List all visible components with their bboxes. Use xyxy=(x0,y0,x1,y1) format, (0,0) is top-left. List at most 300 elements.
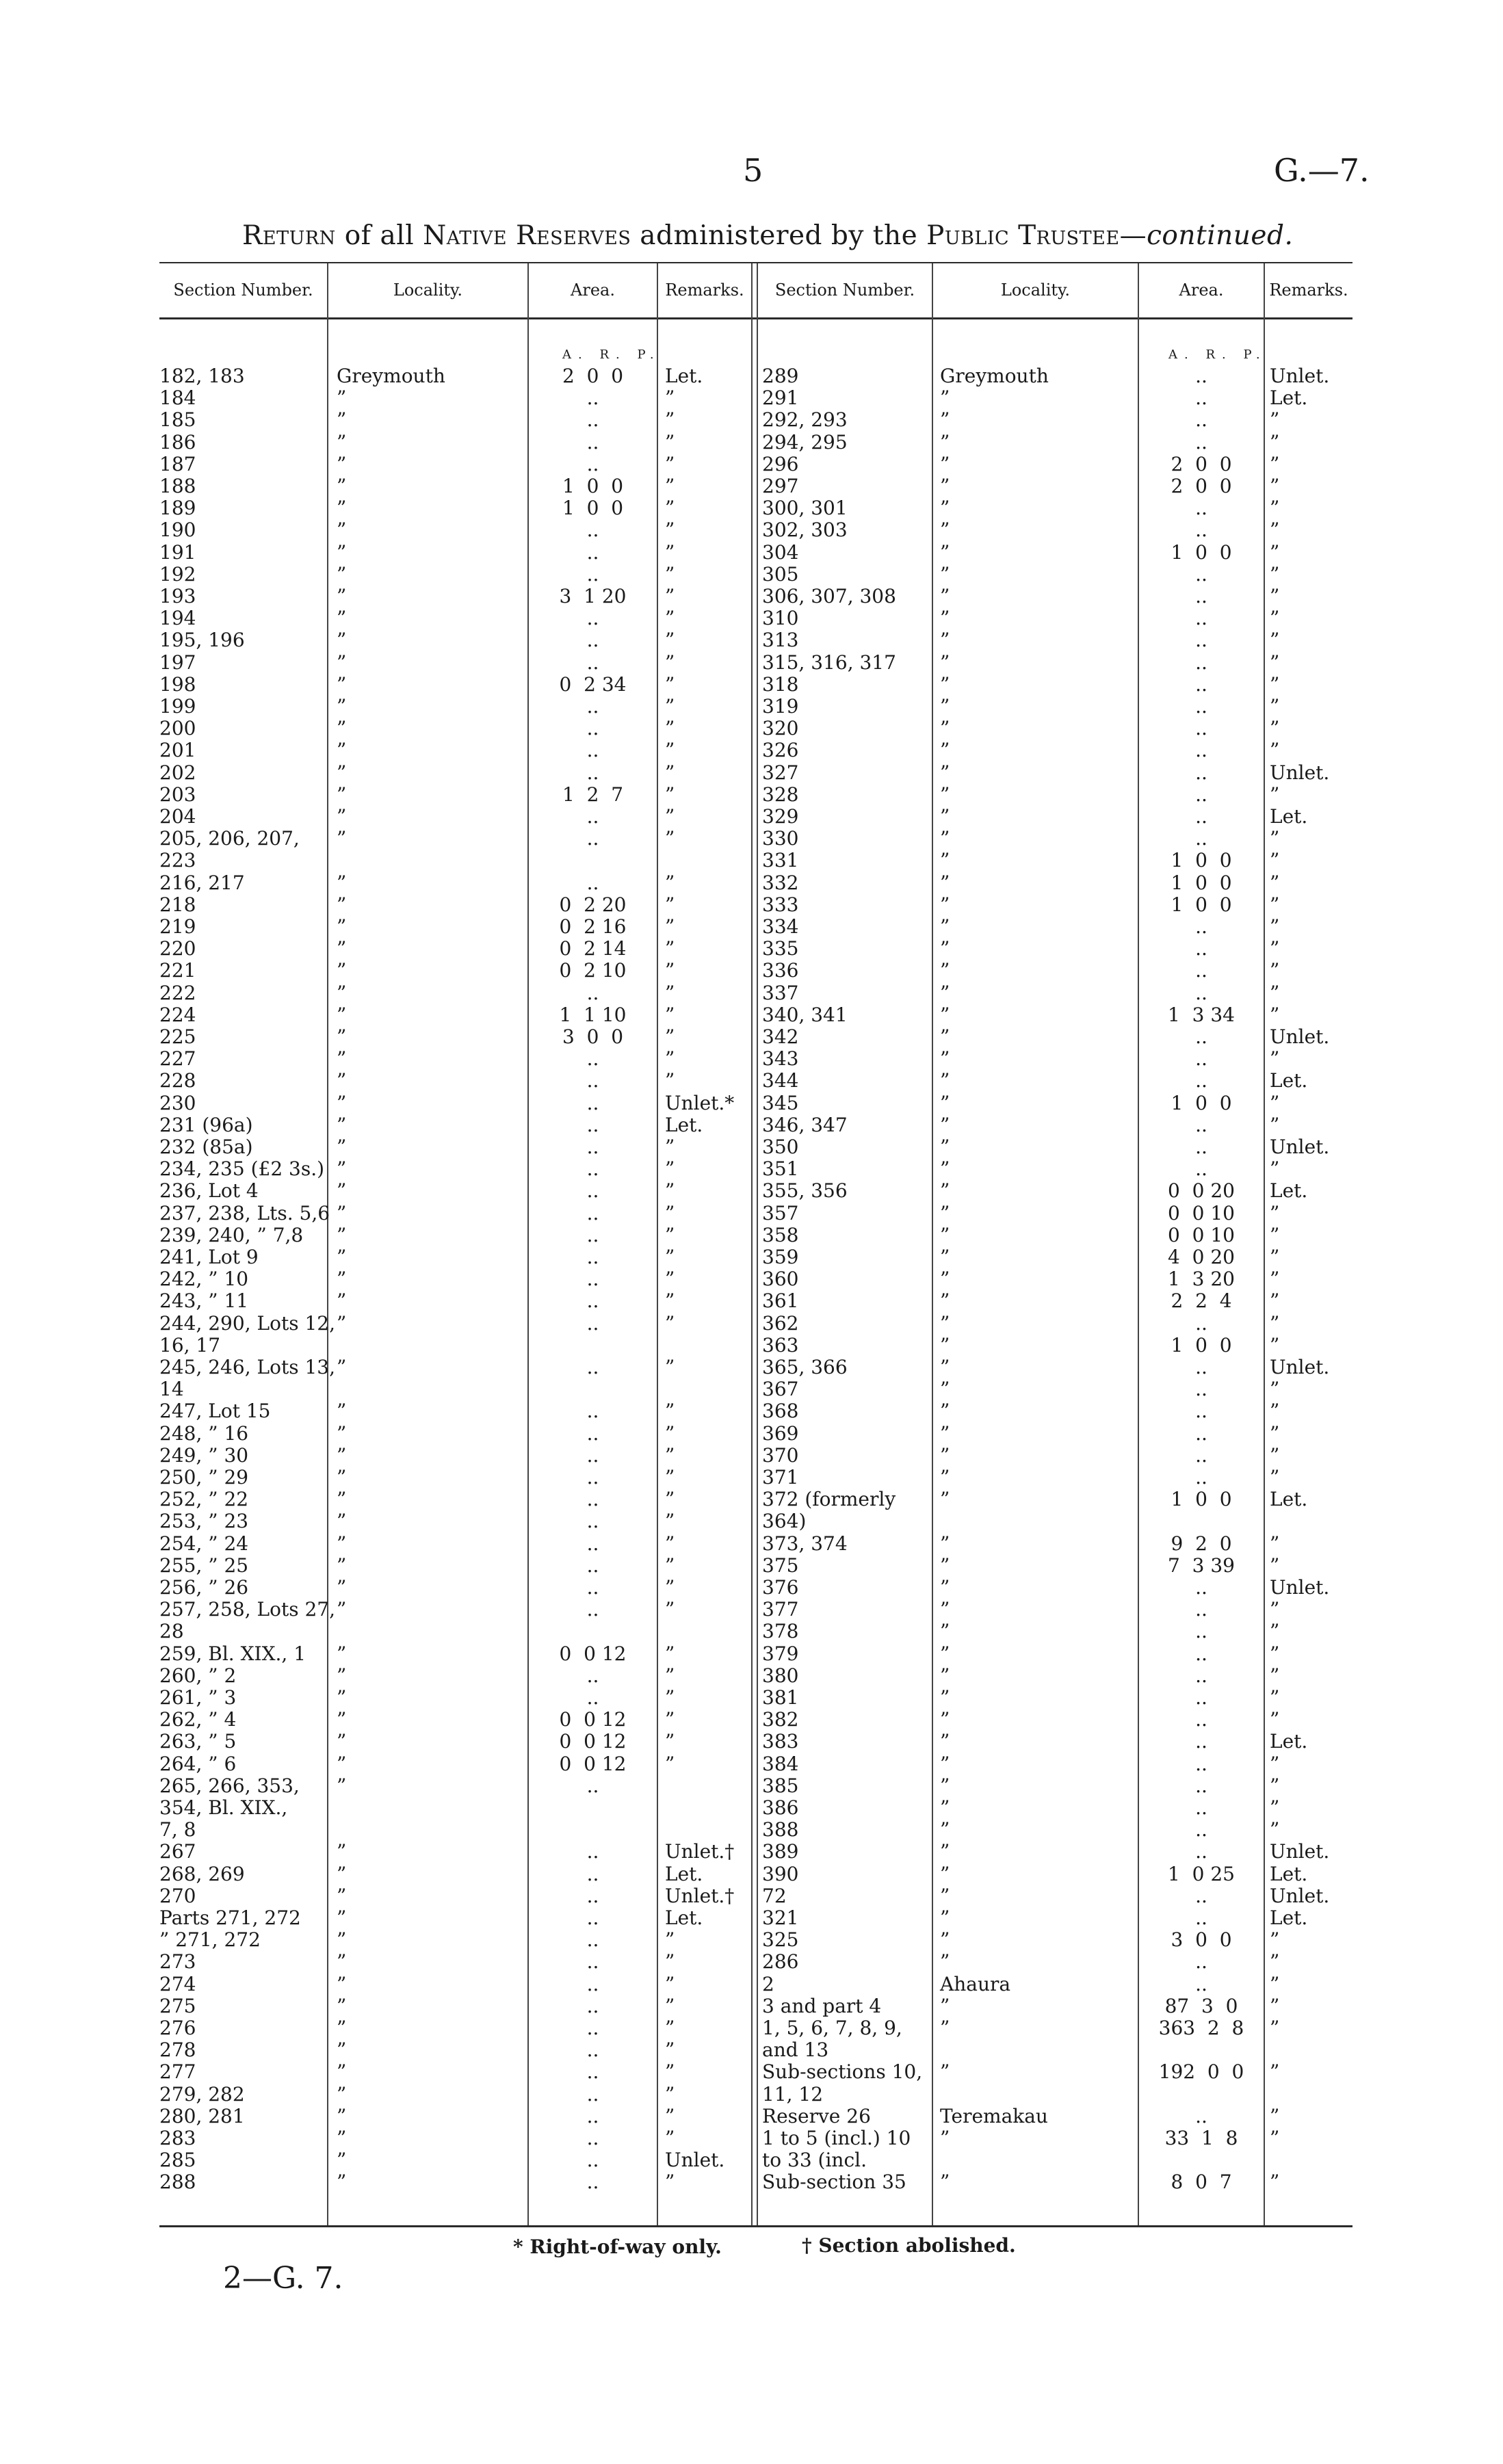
section-cell: 359 xyxy=(762,1246,799,1268)
area-cell: 0 0 12 xyxy=(559,1730,627,1753)
area-cell: .. xyxy=(1195,937,1207,960)
locality-cell: ” xyxy=(940,1179,950,1202)
section-cell: 222 xyxy=(159,982,196,1004)
section-cell: 16, 17 xyxy=(159,1334,221,1356)
remarks-cell: ” xyxy=(665,2105,675,2127)
table-row xyxy=(0,1687,1503,1709)
table-row xyxy=(0,1313,1503,1335)
area-units-left: A. R. P. xyxy=(562,348,661,362)
area-cell: .. xyxy=(1195,673,1207,696)
remarks-cell: ” xyxy=(1270,408,1280,431)
remarks-cell: ” xyxy=(665,453,675,475)
locality-cell: ” xyxy=(940,717,950,739)
section-cell: 297 xyxy=(762,475,799,497)
table-row xyxy=(0,1335,1503,1356)
locality-cell: ” xyxy=(337,1774,347,1797)
header-bottom-rule xyxy=(159,317,1352,319)
area-cell: 0 0 20 xyxy=(1168,1179,1235,1202)
table-bottom-rule xyxy=(159,2225,1352,2227)
remarks-cell: ” xyxy=(1270,1664,1280,1687)
section-cell: 237, 238, Lts. 5,6 xyxy=(159,1202,330,1224)
section-cell: 305 xyxy=(762,563,799,586)
area-cell: .. xyxy=(586,1289,599,1312)
section-cell: 289 xyxy=(762,365,799,387)
remarks-cell: ” xyxy=(1270,541,1280,564)
area-cell: .. xyxy=(586,2127,599,2149)
remarks-cell: ” xyxy=(665,1136,675,1158)
table-row xyxy=(0,1400,1503,1422)
locality-cell: ” xyxy=(337,761,347,784)
section-cell: 268, 269 xyxy=(159,1863,245,1885)
locality-cell: ” xyxy=(940,563,950,586)
section-cell: 261, ” 3 xyxy=(159,1686,237,1709)
remarks-cell: ” xyxy=(1270,2105,1280,2127)
remarks-cell: ” xyxy=(665,585,675,607)
area-cell: 2 0 0 xyxy=(1171,453,1232,475)
section-cell: 278 xyxy=(159,2039,196,2061)
table-row xyxy=(0,2106,1503,2127)
area-cell: .. xyxy=(1195,1796,1207,1819)
section-cell: 375 xyxy=(762,1554,799,1577)
remarks-cell: ” xyxy=(1270,1466,1280,1489)
table-row xyxy=(0,1863,1503,1885)
area-cell: .. xyxy=(1195,386,1207,409)
area-cell: .. xyxy=(586,2083,599,2106)
section-cell: 204 xyxy=(159,805,196,828)
locality-cell: ” xyxy=(940,1664,950,1687)
area-cell: .. xyxy=(586,2017,599,2039)
remarks-cell: ” xyxy=(1270,1422,1280,1445)
remarks-cell: ” xyxy=(665,915,675,938)
locality-cell: ” xyxy=(337,1532,347,1555)
table-row xyxy=(0,1797,1503,1819)
locality-cell: ” xyxy=(337,1510,347,1532)
locality-cell: ” xyxy=(940,585,950,607)
table-row xyxy=(0,1929,1503,1951)
section-cell: 313 xyxy=(762,629,799,651)
locality-cell: ” xyxy=(940,1422,950,1445)
remarks-cell: ” xyxy=(665,1444,675,1467)
section-cell: 346, 347 xyxy=(762,1114,848,1136)
section-cell: 296 xyxy=(762,453,799,475)
table-row xyxy=(0,894,1503,916)
area-cell: .. xyxy=(586,739,599,761)
remarks-cell: ” xyxy=(1270,1686,1280,1709)
section-cell: 14 xyxy=(159,1378,184,1400)
locality-cell: ” xyxy=(337,2017,347,2039)
remarks-cell: ” xyxy=(665,607,675,629)
remarks-cell: ” xyxy=(1270,1268,1280,1290)
table-row xyxy=(0,1356,1503,1378)
table-row xyxy=(0,1555,1503,1577)
table-row xyxy=(0,784,1503,806)
locality-cell: ” xyxy=(940,475,950,497)
locality-cell: ” xyxy=(940,629,950,651)
area-cell: 1 0 0 xyxy=(1171,893,1232,916)
area-cell: .. xyxy=(586,827,599,850)
section-cell: 292, 293 xyxy=(762,408,848,431)
remarks-cell: ” xyxy=(665,783,675,806)
locality-cell: ” xyxy=(337,1664,347,1687)
section-cell: 280, 281 xyxy=(159,2105,245,2127)
remarks-cell: ” xyxy=(1270,1753,1280,1775)
section-cell: 216, 217 xyxy=(159,871,245,894)
locality-cell: ” xyxy=(940,1224,950,1246)
area-cell: .. xyxy=(1195,408,1207,431)
area-cell: .. xyxy=(1195,1136,1207,1158)
locality-cell: ” xyxy=(337,1466,347,1489)
area-cell: 1 3 34 xyxy=(1168,1004,1235,1026)
remarks-cell: ” xyxy=(665,1753,675,1775)
remarks-cell: ” xyxy=(665,475,675,497)
area-cell: .. xyxy=(1195,1885,1207,1907)
locality-cell: ” xyxy=(940,1554,950,1577)
area-units-right: A. R. P. xyxy=(1168,348,1267,362)
area-cell: .. xyxy=(1195,1025,1207,1048)
locality-cell: ” xyxy=(337,871,347,894)
locality-cell: ” xyxy=(940,1863,950,1885)
area-cell: .. xyxy=(586,2149,599,2171)
remarks-cell: ” xyxy=(1270,497,1280,519)
header-area-left: Area. xyxy=(571,280,615,300)
area-cell: 1 2 7 xyxy=(562,783,624,806)
table-row xyxy=(0,1070,1503,1092)
locality-cell: ” xyxy=(940,1642,950,1665)
table-row xyxy=(0,2149,1503,2171)
table-row xyxy=(0,1489,1503,1510)
area-cell: 0 2 14 xyxy=(559,937,627,960)
remarks-cell: ” xyxy=(1270,1950,1280,1973)
section-cell: Parts 271, 272 xyxy=(159,1906,301,1929)
section-cell: 304 xyxy=(762,541,799,564)
area-cell: .. xyxy=(1195,1686,1207,1709)
locality-cell: ” xyxy=(337,783,347,806)
section-cell: 224 xyxy=(159,1004,196,1026)
remarks-cell: ” xyxy=(1270,453,1280,475)
section-cell: 302, 303 xyxy=(762,519,848,541)
locality-cell: ” xyxy=(337,431,347,454)
locality-cell: ” xyxy=(337,408,347,431)
area-cell: 8 0 7 xyxy=(1171,2171,1232,2193)
locality-cell: ” xyxy=(940,1818,950,1841)
remarks-cell: ” xyxy=(1270,739,1280,761)
area-cell: 1 0 25 xyxy=(1168,1863,1235,1885)
table-row xyxy=(0,1907,1503,1929)
area-cell: .. xyxy=(586,871,599,894)
locality-cell: ” xyxy=(337,915,347,938)
header-section-right: Section Number. xyxy=(774,280,915,300)
locality-cell: ” xyxy=(940,1620,950,1642)
area-cell: .. xyxy=(1195,695,1207,718)
area-cell: .. xyxy=(1195,629,1207,651)
locality-cell: ” xyxy=(337,1268,347,1290)
section-cell: 389 xyxy=(762,1840,799,1863)
locality-cell: ” xyxy=(940,1488,950,1510)
remarks-cell: ” xyxy=(665,431,675,454)
locality-cell: ” xyxy=(940,2017,950,2039)
locality-cell: ” xyxy=(940,1400,950,1422)
locality-cell: ” xyxy=(337,1114,347,1136)
section-cell: 377 xyxy=(762,1598,799,1621)
section-cell: 321 xyxy=(762,1906,799,1929)
locality-cell: ” xyxy=(337,1863,347,1885)
table-row xyxy=(0,542,1503,564)
area-cell: .. xyxy=(1195,1400,1207,1422)
section-cell: Sub-section 35 xyxy=(762,2171,906,2193)
area-cell: .. xyxy=(1195,1818,1207,1841)
remarks-cell: ” xyxy=(1270,2017,1280,2039)
section-cell: 331 xyxy=(762,849,799,871)
section-cell: 326 xyxy=(762,739,799,761)
remarks-cell: ” xyxy=(1270,1092,1280,1114)
table-row xyxy=(0,806,1503,828)
section-cell: 228 xyxy=(159,1069,196,1092)
table-row xyxy=(0,1995,1503,2017)
locality-cell: ” xyxy=(940,959,950,982)
table-row xyxy=(0,674,1503,696)
section-cell: 367 xyxy=(762,1378,799,1400)
section-cell: 319 xyxy=(762,695,799,718)
footnote-section-abolished: † Section abolished. xyxy=(802,2234,1016,2257)
section-cell: 361 xyxy=(762,1289,799,1312)
locality-cell: ” xyxy=(337,1753,347,1775)
table-row xyxy=(0,1246,1503,1268)
table-row xyxy=(0,1775,1503,1797)
locality-cell: ” xyxy=(940,541,950,564)
section-cell: 231 (96a) xyxy=(159,1114,253,1136)
locality-cell: ” xyxy=(337,475,347,497)
remarks-cell: ” xyxy=(665,1488,675,1510)
area-cell: 0 0 10 xyxy=(1168,1224,1235,1246)
section-cell: 227 xyxy=(159,1047,196,1070)
area-cell: .. xyxy=(1195,1620,1207,1642)
area-cell: .. xyxy=(1195,2105,1207,2127)
area-cell: .. xyxy=(1195,915,1207,938)
remarks-cell: Let. xyxy=(1270,1863,1308,1885)
remarks-cell: ” xyxy=(665,673,675,696)
remarks-cell: ” xyxy=(1270,1928,1280,1951)
section-cell: to 33 (incl. xyxy=(762,2149,867,2171)
section-cell: 189 xyxy=(159,497,196,519)
locality-cell: ” xyxy=(940,1268,950,1290)
remarks-cell: ” xyxy=(665,761,675,784)
locality-cell: ” xyxy=(940,982,950,1004)
locality-cell: ” xyxy=(337,1444,347,1467)
table-row xyxy=(0,1114,1503,1136)
remarks-cell: ” xyxy=(1270,563,1280,586)
area-cell: .. xyxy=(586,1488,599,1510)
section-cell: 219 xyxy=(159,915,196,938)
remarks-cell: ” xyxy=(1270,1224,1280,1246)
locality-cell: ” xyxy=(940,1730,950,1753)
locality-cell: ” xyxy=(940,497,950,519)
remarks-cell: ” xyxy=(1270,1818,1280,1841)
title-part: administered by the xyxy=(631,220,927,251)
table-row xyxy=(0,850,1503,871)
section-cell: 243, ” 11 xyxy=(159,1289,249,1312)
section-cell: 379 xyxy=(762,1642,799,1665)
area-cell: .. xyxy=(586,1863,599,1885)
area-cell: 3 0 0 xyxy=(562,1025,624,1048)
section-cell: 336 xyxy=(762,959,799,982)
table-row xyxy=(0,2017,1503,2039)
section-cell: 253, ” 23 xyxy=(159,1510,249,1532)
section-cell: 378 xyxy=(762,1620,799,1642)
locality-cell: Teremakau xyxy=(940,2105,1048,2127)
table-row xyxy=(0,1819,1503,1841)
area-cell: .. xyxy=(586,1246,599,1268)
remarks-cell: ” xyxy=(665,1686,675,1709)
area-cell: .. xyxy=(1195,1753,1207,1775)
remarks-cell: ” xyxy=(665,2083,675,2106)
remarks-cell: ” xyxy=(1270,1312,1280,1335)
remarks-cell: ” xyxy=(1270,1004,1280,1026)
section-cell: 236, Lot 4 xyxy=(159,1179,259,1202)
section-cell: 267 xyxy=(159,1840,196,1863)
table-row xyxy=(0,1599,1503,1621)
remarks-cell: ” xyxy=(1270,1642,1280,1665)
remarks-cell: ” xyxy=(1270,673,1280,696)
area-cell: 1 0 0 xyxy=(1171,849,1232,871)
remarks-cell: ” xyxy=(1270,717,1280,739)
area-cell: .. xyxy=(1195,959,1207,982)
locality-cell: ” xyxy=(940,1774,950,1797)
section-cell: 345 xyxy=(762,1092,799,1114)
remarks-cell: ” xyxy=(665,1025,675,1048)
area-cell: 87 3 0 xyxy=(1164,1995,1238,2017)
remarks-cell: Let. xyxy=(665,1863,703,1885)
remarks-cell: ” xyxy=(665,937,675,960)
remarks-cell: ” xyxy=(1270,1554,1280,1577)
area-cell: .. xyxy=(1195,431,1207,454)
remarks-cell: ” xyxy=(1270,1774,1280,1797)
table-row xyxy=(0,454,1503,475)
section-cell: 263, ” 5 xyxy=(159,1730,237,1753)
section-cell: 264, ” 6 xyxy=(159,1753,237,1775)
section-cell: 365, 366 xyxy=(762,1356,848,1378)
section-cell: 274 xyxy=(159,1973,196,1995)
area-cell: .. xyxy=(586,1356,599,1378)
table-row xyxy=(0,497,1503,519)
area-cell: .. xyxy=(586,1114,599,1136)
area-cell: .. xyxy=(586,1047,599,1070)
locality-cell: ” xyxy=(940,1466,950,1489)
area-cell: .. xyxy=(1195,519,1207,541)
locality-cell: ” xyxy=(337,2171,347,2193)
section-cell: 369 xyxy=(762,1422,799,1445)
header-locality-right: Locality. xyxy=(1000,280,1071,300)
section-cell: 371 xyxy=(762,1466,799,1489)
area-cell: .. xyxy=(586,408,599,431)
footnote-right-of-way: * Right-of-way only. xyxy=(513,2236,722,2258)
locality-cell: ” xyxy=(940,1157,950,1180)
section-cell: 203 xyxy=(159,783,196,806)
area-cell: .. xyxy=(586,1576,599,1599)
remarks-cell: ” xyxy=(1270,607,1280,629)
area-cell: .. xyxy=(1195,1642,1207,1665)
remarks-cell: Unlet. xyxy=(1270,1576,1330,1599)
remarks-cell: ” xyxy=(665,1928,675,1951)
area-cell: .. xyxy=(586,1069,599,1092)
table-row xyxy=(0,1203,1503,1224)
area-cell: .. xyxy=(586,2105,599,2127)
section-cell: 262, ” 4 xyxy=(159,1708,237,1731)
section-cell: 72 xyxy=(762,1885,787,1907)
section-cell: 182, 183 xyxy=(159,365,245,387)
remarks-cell: Unlet. xyxy=(665,2149,725,2171)
locality-cell: ” xyxy=(337,959,347,982)
area-cell: .. xyxy=(586,1950,599,1973)
area-cell: .. xyxy=(1195,607,1207,629)
area-cell: 7 3 39 xyxy=(1168,1554,1235,1577)
remarks-cell: ” xyxy=(665,408,675,431)
locality-cell: ” xyxy=(337,453,347,475)
locality-cell: ” xyxy=(940,1995,950,2017)
section-cell: 257, 258, Lots 27, xyxy=(159,1598,335,1621)
locality-cell: ” xyxy=(337,1224,347,1246)
remarks-cell: Let. xyxy=(665,1906,703,1929)
area-cell: 363 2 8 xyxy=(1158,2017,1244,2039)
remarks-cell: Let. xyxy=(1270,805,1308,828)
locality-cell: ” xyxy=(337,1400,347,1422)
remarks-cell: ” xyxy=(665,739,675,761)
area-cell: .. xyxy=(1195,1973,1207,1995)
header-area-right: Area. xyxy=(1179,280,1224,300)
section-cell: 2 xyxy=(762,1973,774,1995)
table-row xyxy=(0,1974,1503,1995)
locality-cell: ” xyxy=(337,651,347,674)
area-cell: .. xyxy=(586,1532,599,1555)
section-cell: 186 xyxy=(159,431,196,454)
area-cell: .. xyxy=(586,1224,599,1246)
table-row xyxy=(0,1753,1503,1775)
remarks-cell: ” xyxy=(665,2127,675,2149)
area-cell: .. xyxy=(1195,585,1207,607)
locality-cell: ” xyxy=(940,1356,950,1378)
section-cell: 225 xyxy=(159,1025,196,1048)
table-row xyxy=(0,872,1503,894)
section-cell: 260, ” 2 xyxy=(159,1664,237,1687)
remarks-cell: Unlet.* xyxy=(665,1092,735,1114)
area-cell: .. xyxy=(586,1554,599,1577)
section-cell: 241, Lot 9 xyxy=(159,1246,259,1268)
section-cell: 273 xyxy=(159,1950,196,1973)
section-cell: 221 xyxy=(159,959,196,982)
table-row xyxy=(0,365,1503,387)
section-cell: 376 xyxy=(762,1576,799,1599)
locality-cell: ” xyxy=(940,2127,950,2149)
locality-cell: ” xyxy=(337,1312,347,1335)
area-cell: .. xyxy=(1195,1950,1207,1973)
area-cell: .. xyxy=(586,1664,599,1687)
remarks-cell: ” xyxy=(1270,1400,1280,1422)
area-cell: .. xyxy=(586,2060,599,2083)
section-cell: 360 xyxy=(762,1268,799,1290)
section-cell: 198 xyxy=(159,673,196,696)
remarks-cell: Let. xyxy=(1270,1906,1308,1929)
area-cell: 2 2 4 xyxy=(1171,1289,1232,1312)
section-cell: 343 xyxy=(762,1047,799,1070)
locality-cell: ” xyxy=(940,1202,950,1224)
locality-cell: ” xyxy=(337,1928,347,1951)
locality-cell: ” xyxy=(337,1202,347,1224)
remarks-cell: ” xyxy=(665,1973,675,1995)
section-cell: 234, 235 (£2 3s.) xyxy=(159,1157,325,1180)
locality-cell: ” xyxy=(337,1422,347,1445)
remarks-cell: Let. xyxy=(665,1114,703,1136)
locality-cell: ” xyxy=(337,1554,347,1577)
remarks-cell: ” xyxy=(665,959,675,982)
